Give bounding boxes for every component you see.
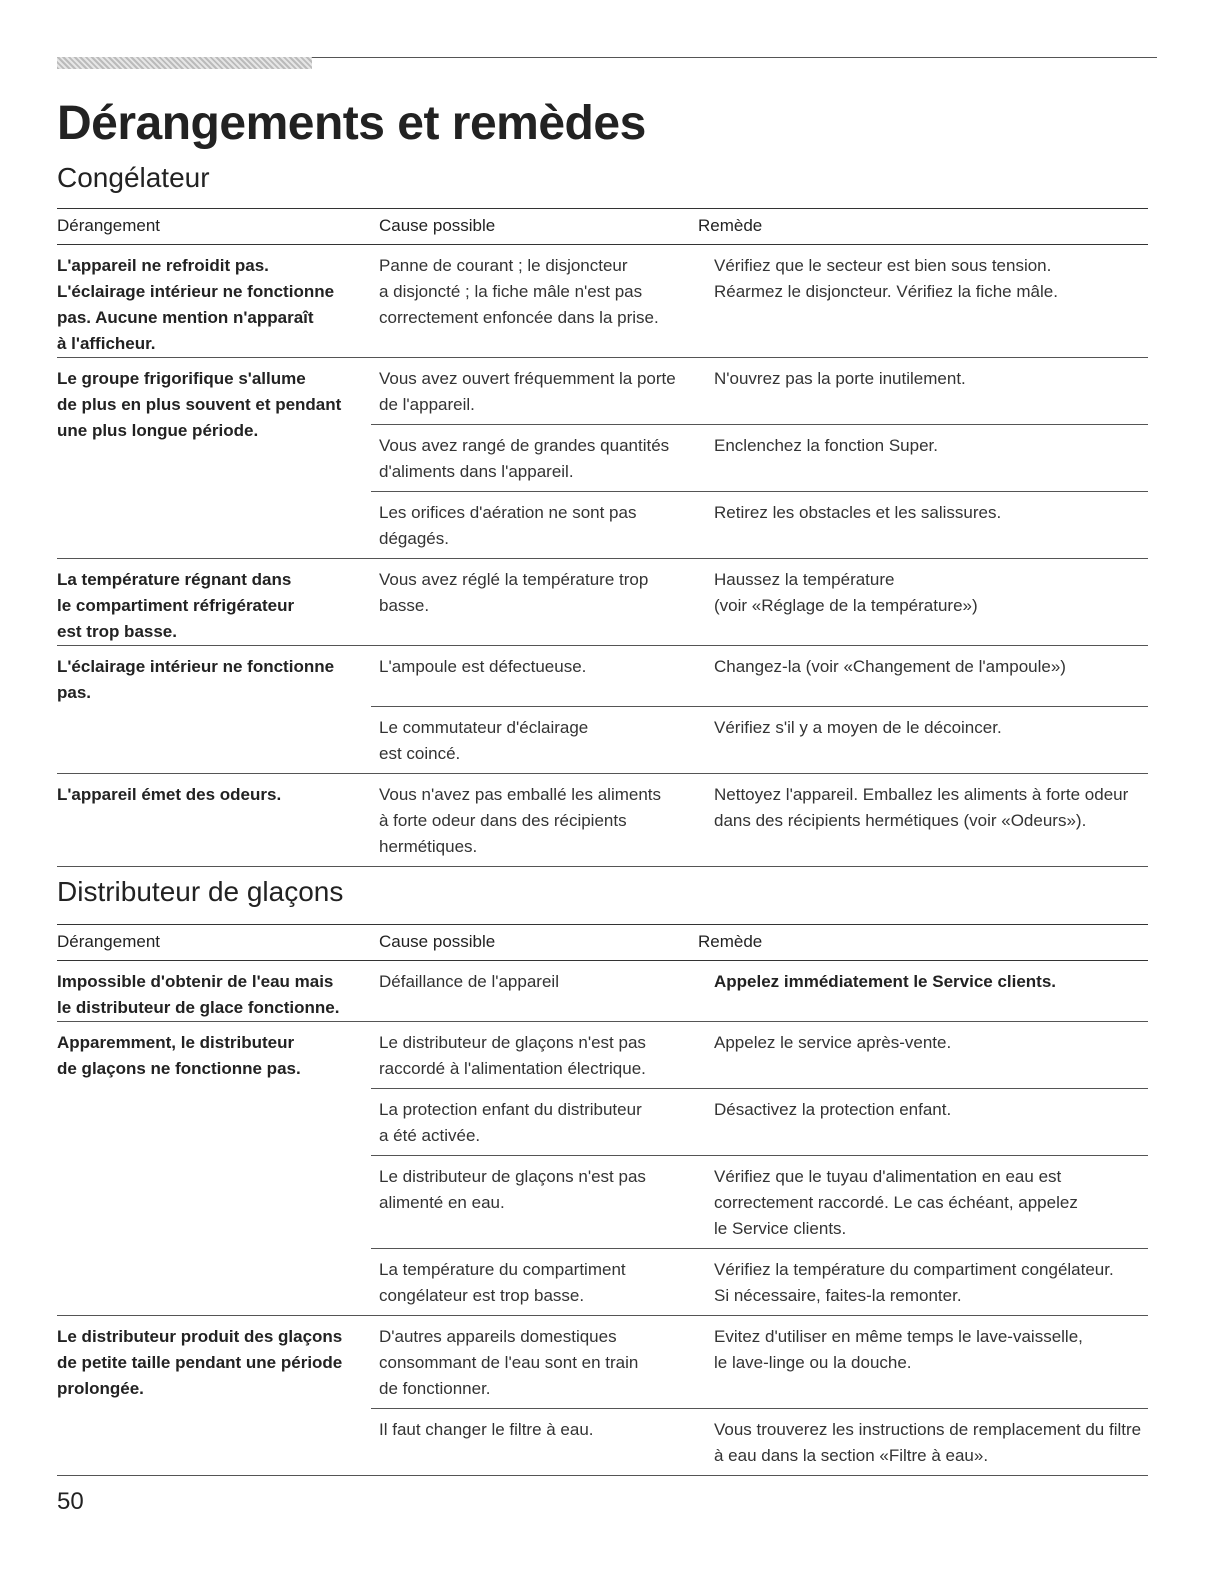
- remedy-cell: [700, 1316, 1148, 1408]
- header-remedy: Remède: [698, 932, 763, 951]
- cause-remedy-entry: [371, 1022, 1148, 1088]
- cause-cell: [371, 707, 700, 773]
- cause-cell: [371, 1156, 700, 1248]
- remedy-cell: [700, 492, 1148, 558]
- text-line: Défaillance de l'appareil: [379, 972, 559, 991]
- text-line: N'ouvrez pas la porte inutilement.: [714, 369, 966, 388]
- cause-remedy-entry: [371, 774, 1148, 866]
- text-line: L'ampoule est défectueuse.: [379, 657, 587, 676]
- remedy-cell: [700, 358, 1148, 424]
- text-line: le distributeur de glace fonctionne.: [57, 998, 340, 1017]
- text-line: La température du compartiment: [379, 1260, 626, 1279]
- problem-cell: [57, 245, 371, 357]
- problem-cell: [57, 1022, 371, 1315]
- remedy-cell: [700, 559, 1148, 625]
- problem-cell: [57, 646, 371, 773]
- cause-cell: [371, 961, 700, 1021]
- cause-cell: [371, 1249, 700, 1315]
- text-line: Vous avez rangé de grandes quantités: [379, 436, 670, 455]
- cause-remedy-entry: [371, 706, 1148, 773]
- remedy-cell: [700, 774, 1148, 866]
- text-line: Appelez immédiatement le Service clients.: [714, 972, 1057, 991]
- cause-remedy-entry: [371, 1088, 1148, 1155]
- text-line: Désactivez la protection enfant.: [714, 1100, 952, 1119]
- problem-cell: [57, 1316, 371, 1475]
- header-cause: Cause possible: [379, 932, 496, 951]
- text-line: L'éclairage intérieur ne fonctionne: [57, 657, 335, 676]
- text-line: Nettoyez l'appareil. Emballez les aliments à forte odeur: [714, 785, 1129, 804]
- troubleshooting-table-ice-dispenser: [57, 924, 1148, 1476]
- text-line: Impossible d'obtenir de l'eau mais: [57, 972, 334, 991]
- cause-remedy-entry: [371, 245, 1148, 337]
- text-line: Si nécessaire, faites-la remonter.: [714, 1286, 962, 1305]
- text-line: le Service clients.: [714, 1219, 847, 1238]
- remedy-cell: [700, 707, 1148, 773]
- remedy-cell: [700, 245, 1148, 337]
- text-line: consommant de l'eau sont en train: [379, 1353, 639, 1372]
- text-line: est trop basse.: [57, 622, 177, 641]
- text-line: Apparemment, le distributeur: [57, 1033, 295, 1052]
- header-cause: Cause possible: [379, 216, 496, 235]
- text-line: La température régnant dans: [57, 570, 292, 589]
- table-row: [57, 1316, 1148, 1476]
- section-title-freezer: Congélateur: [57, 162, 210, 193]
- text-line: à eau dans la section «Filtre à eau».: [714, 1446, 989, 1465]
- text-line: basse.: [379, 596, 430, 615]
- entries: [371, 1022, 1148, 1315]
- text-line: Vous trouverez les instructions de remplacement du filtre: [714, 1420, 1142, 1439]
- text-line: L'appareil ne refroidit pas.: [57, 256, 269, 275]
- text-line: Réarmez le disjoncteur. Vérifiez la fiche mâle.: [714, 282, 1058, 301]
- page-number: 50: [57, 1488, 84, 1515]
- entries: [371, 961, 1148, 1021]
- cause-remedy-entry: [371, 491, 1148, 558]
- table-row: [57, 245, 1148, 358]
- cause-remedy-entry: [371, 646, 1148, 706]
- cause-remedy-entry: [371, 1408, 1148, 1475]
- cause-cell: [371, 492, 700, 558]
- troubleshooting-table-freezer: [57, 208, 1148, 867]
- entries: [371, 245, 1148, 357]
- remedy-cell: [700, 1409, 1148, 1475]
- text-line: pas.: [57, 683, 92, 702]
- text-line: de glaçons ne fonctionne pas.: [57, 1059, 301, 1078]
- cause-cell: [371, 646, 700, 706]
- table-body: [57, 245, 1148, 867]
- table-body: [57, 961, 1148, 1476]
- table-row: [57, 559, 1148, 646]
- text-line: La protection enfant du distributeur: [379, 1100, 642, 1119]
- section-title-ice-dispenser: Distributeur de glaçons: [57, 876, 344, 907]
- text-line: de l'appareil.: [379, 395, 475, 414]
- cause-cell: [371, 358, 700, 424]
- remedy-cell: [700, 425, 1148, 491]
- text-line: le lave-linge ou la douche.: [714, 1353, 912, 1372]
- header-remedy: Remède: [698, 216, 763, 235]
- cause-remedy-entry: [371, 559, 1148, 625]
- remedy-cell: [700, 1089, 1148, 1155]
- cause-cell: [371, 1316, 700, 1408]
- entries: [371, 774, 1148, 866]
- text-line: Le commutateur d'éclairage: [379, 718, 589, 737]
- problem-cell: [57, 774, 371, 866]
- remedy-cell: [700, 1156, 1148, 1248]
- cause-remedy-entry: [371, 358, 1148, 424]
- table-row: [57, 646, 1148, 774]
- text-line: (voir «Réglage de la température»): [714, 596, 978, 615]
- text-line: Panne de courant ; le disjoncteur: [379, 256, 628, 275]
- text-line: Vérifiez la température du compartiment congélateur.: [714, 1260, 1114, 1279]
- text-line: a été activée.: [379, 1126, 481, 1145]
- entries: [371, 1316, 1148, 1475]
- remedy-cell: [700, 1249, 1148, 1315]
- entries: [371, 358, 1148, 558]
- top-rule-pattern: [57, 57, 312, 69]
- text-line: Evitez d'utiliser en même temps le lave-vaisselle,: [714, 1327, 1083, 1346]
- text-line: pas. Aucune mention n'apparaît: [57, 308, 314, 327]
- text-line: Retirez les obstacles et les salissures.: [714, 503, 1002, 522]
- text-line: Vous avez réglé la température trop: [379, 570, 649, 589]
- text-line: de petite taille pendant une période: [57, 1353, 343, 1372]
- text-line: congélateur est trop basse.: [379, 1286, 585, 1305]
- text-line: dégagés.: [379, 529, 449, 548]
- text-line: correctement raccordé. Le cas échéant, appelez: [714, 1193, 1078, 1212]
- table-row: [57, 774, 1148, 867]
- text-line: dans des récipients hermétiques (voir «Odeurs»).: [714, 811, 1087, 830]
- text-line: Changez-la (voir «Changement de l'ampoule»): [714, 657, 1066, 676]
- text-line: Le distributeur produit des glaçons: [57, 1327, 343, 1346]
- remedy-cell: [700, 961, 1148, 1021]
- text-line: Le distributeur de glaçons n'est pas: [379, 1033, 646, 1052]
- header-problem: Dérangement: [57, 216, 161, 235]
- text-line: L'appareil émet des odeurs.: [57, 785, 282, 804]
- cause-cell: [371, 1022, 700, 1088]
- cause-cell: [371, 559, 700, 625]
- text-line: Vérifiez que le secteur est bien sous tension.: [714, 256, 1052, 275]
- cause-remedy-entry: [371, 1248, 1148, 1315]
- text-line: est coincé.: [379, 744, 461, 763]
- text-line: L'éclairage intérieur ne fonctionne: [57, 282, 335, 301]
- page-title: Dérangements et remèdes: [57, 97, 646, 150]
- text-line: Vérifiez que le tuyau d'alimentation en eau est: [714, 1167, 1062, 1186]
- table-row: [57, 1022, 1148, 1316]
- cause-cell: [371, 245, 700, 337]
- text-line: hermétiques.: [379, 837, 478, 856]
- text-line: Le distributeur de glaçons n'est pas: [379, 1167, 646, 1186]
- text-line: Vous avez ouvert fréquemment la porte: [379, 369, 676, 388]
- cause-remedy-entry: [371, 961, 1148, 1021]
- table-row: [57, 961, 1148, 1022]
- text-line: correctement enfoncée dans la prise.: [379, 308, 659, 327]
- entries: [371, 646, 1148, 773]
- text-line: alimenté en eau.: [379, 1193, 505, 1212]
- cause-cell: [371, 425, 700, 491]
- text-line: le compartiment réfrigérateur: [57, 596, 295, 615]
- cause-remedy-entry: [371, 424, 1148, 491]
- text-line: à forte odeur dans des récipients: [379, 811, 627, 830]
- text-line: Le groupe frigorifique s'allume: [57, 369, 306, 388]
- table-row: [57, 358, 1148, 559]
- text-line: à l'afficheur.: [57, 334, 156, 353]
- text-line: de plus en plus souvent et pendant: [57, 395, 342, 414]
- remedy-cell: [700, 646, 1148, 706]
- cause-remedy-entry: [371, 1155, 1148, 1248]
- problem-cell: [57, 559, 371, 645]
- cause-cell: [371, 774, 700, 866]
- text-line: une plus longue période.: [57, 421, 259, 440]
- cause-remedy-entry: [371, 1316, 1148, 1408]
- header-problem: Dérangement: [57, 932, 161, 951]
- text-line: D'autres appareils domestiques: [379, 1327, 617, 1346]
- problem-cell: [57, 358, 371, 558]
- problem-cell: [57, 961, 371, 1021]
- text-line: a disjoncté ; la fiche mâle n'est pas: [379, 282, 643, 301]
- text-line: de fonctionner.: [379, 1379, 491, 1398]
- cause-cell: [371, 1089, 700, 1155]
- remedy-cell: [700, 1022, 1148, 1088]
- cause-cell: [371, 1409, 700, 1475]
- table-header: [57, 208, 1148, 245]
- text-line: Haussez la température: [714, 570, 895, 589]
- table-header: [57, 924, 1148, 961]
- text-line: raccordé à l'alimentation électrique.: [379, 1059, 646, 1078]
- text-line: Vérifiez s'il y a moyen de le décoincer.: [714, 718, 1002, 737]
- text-line: Il faut changer le filtre à eau.: [379, 1420, 594, 1439]
- entries: [371, 559, 1148, 645]
- text-line: Appelez le service après-vente.: [714, 1033, 952, 1052]
- text-line: d'aliments dans l'appareil.: [379, 462, 574, 481]
- text-line: Vous n'avez pas emballé les aliments: [379, 785, 662, 804]
- text-line: prolongée.: [57, 1379, 144, 1398]
- text-line: Enclenchez la fonction Super.: [714, 436, 938, 455]
- text-line: Les orifices d'aération ne sont pas: [379, 503, 637, 522]
